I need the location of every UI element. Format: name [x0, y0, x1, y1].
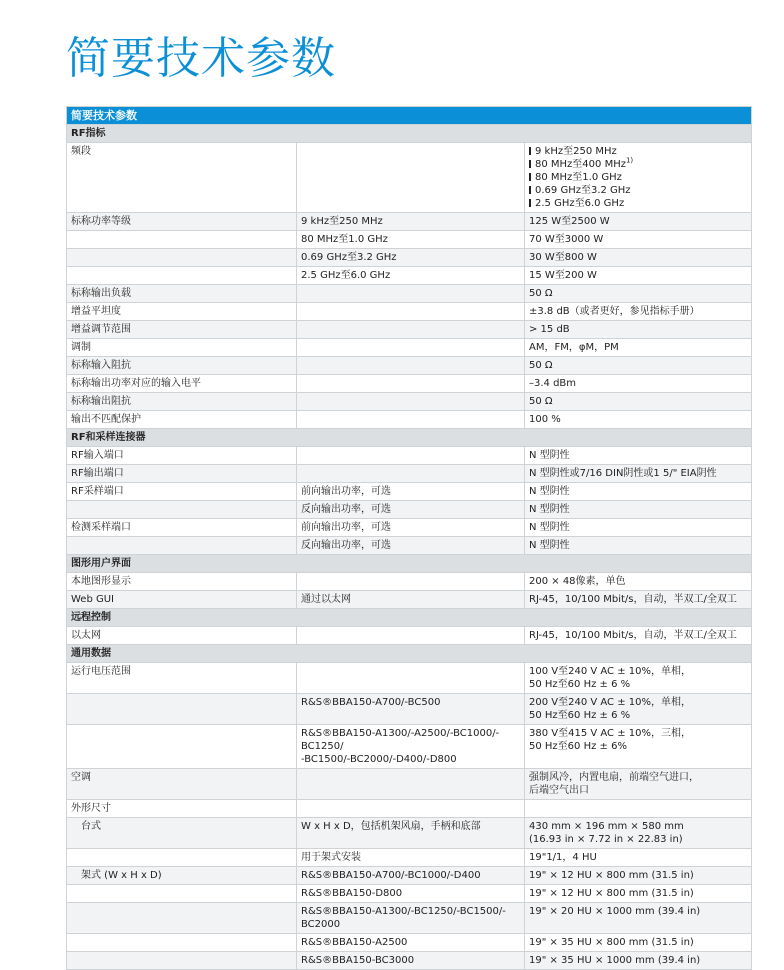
table-row: 以太网 RJ-45，10/100 Mbit/s，自动，半双工/全双工: [67, 627, 752, 645]
table-row: 架式 (W x H x D) R&S®BBA150-A700/-BC1000/-D400 19" × 12 HU × 800 mm (31.5 in): [67, 867, 752, 885]
table-row: 增益平坦度 ±3.8 dB（或者更好，参见指标手册）: [67, 303, 752, 321]
section-connectors: RF和采样连接器: [67, 429, 752, 447]
table-row: 增益调节范围 > 15 dB: [67, 321, 752, 339]
table-row: 反向输出功率，可选 N 型阴性: [67, 501, 752, 519]
table-row: 反向输出功率，可选 N 型阴性: [67, 537, 752, 555]
spec-table: [66, 106, 752, 970]
section-remote: 远程控制: [67, 609, 752, 627]
row-label: 标称功率等级: [67, 213, 297, 231]
table-row: 本地图形显示 200 × 48像素，单色: [67, 573, 752, 591]
table-row: 标称功率等级 9 kHz至250 MHz 125 W至2500 W: [67, 213, 752, 231]
table-row: 输出不匹配保护 100 %: [67, 411, 752, 429]
table-row: R&S®BBA150-A1300/-BC1250/-BC1500/-BC2000 19" × 20 HU × 1000 mm (39.4 in): [67, 903, 752, 934]
table-row: R&S®BBA150-D800 19" × 12 HU × 800 mm (31.5 in): [67, 885, 752, 903]
page-title: 简要技术参数: [66, 33, 336, 84]
row-label: 频段: [67, 143, 297, 213]
table-row: RF输出端口 N 型阴性或7/16 DIN阴性或1 5/" EIA阴性: [67, 465, 752, 483]
table-row: 调制 AM，FM，φM，PM: [67, 339, 752, 357]
freq-item: 80 MHz至400 MHz$^{1)}$: [529, 158, 747, 171]
table-row: 标称输出功率对应的输入电平 –3.4 dBm: [67, 375, 752, 393]
freq-item: 2.5 GHz至6.0 GHz: [529, 197, 747, 210]
table-row: 0.69 GHz至3.2 GHz 30 W至800 W: [67, 249, 752, 267]
table-row: 运行电压范围 100 V至240 V AC ± 10%，单相， 50 Hz至60 Hz ± 6 %: [67, 663, 752, 694]
freq-item: 0.69 GHz至3.2 GHz: [529, 184, 747, 197]
table-row: 80 MHz至1.0 GHz 70 W至3000 W: [67, 231, 752, 249]
table-row: 标称输入阻抗 50 Ω: [67, 357, 752, 375]
table-row: Web GUI 通过以太网 RJ-45，10/100 Mbit/s，自动，半双工/全双工: [67, 591, 752, 609]
table-row: 台式 W x H x D，包括机架风扇，手柄和底部 430 mm × 196 mm × 580 mm (16.93 in × 7.72 in × 22.83 in): [67, 818, 752, 849]
table-row: R&S®BBA150-A700/-BC500 200 V至240 V AC ± 10%，单相， 50 Hz至60 Hz ± 6 %: [67, 694, 752, 725]
table-row: R&S®BBA150-BC3000 19" × 35 HU × 1000 mm (39.4 in): [67, 952, 752, 970]
table-row: 检测采样端口 前向输出功率，可选 N 型阴性: [67, 519, 752, 537]
section-gui: 图形用户界面: [67, 555, 752, 573]
section-rf: RF指标: [67, 125, 752, 143]
table-row: 2.5 GHz至6.0 GHz 15 W至200 W: [67, 267, 752, 285]
table-row: 标称输出负载 50 Ω: [67, 285, 752, 303]
table-header: [67, 107, 752, 125]
table-row: 空调 强制风冷，内置电扇，前端空气进口， 后端空气出口: [67, 769, 752, 800]
table-row: 用于架式安装 19"1/1，4 HU: [67, 849, 752, 867]
table-row: RF采样端口 前向输出功率，可选 N 型阴性: [67, 483, 752, 501]
table-row: R&S®BBA150-A1300/-A2500/-BC1000/-BC1250/ -BC1500/-BC2000/-D400/-D800 380 V至415 V AC ± 10%，三相， 50 Hz至60 Hz ± 6%: [67, 725, 752, 769]
table-row: RF输入端口 N 型阴性: [67, 447, 752, 465]
footnote-mark: 1): [625, 156, 634, 165]
table-row: 外形尺寸: [67, 800, 752, 818]
table-row: 标称输出阻抗 50 Ω: [67, 393, 752, 411]
table-title: 简要技术参数: [67, 107, 752, 125]
table-row: R&S®BBA150-A2500 19" × 35 HU × 800 mm (31.5 in): [67, 934, 752, 952]
freq-list: [525, 143, 752, 213]
table-row: [67, 143, 752, 213]
section-general: 通用数据: [67, 645, 752, 663]
freq-item: 9 kHz至250 MHz: [529, 145, 747, 158]
freq-item: 80 MHz至1.0 GHz: [529, 171, 747, 184]
